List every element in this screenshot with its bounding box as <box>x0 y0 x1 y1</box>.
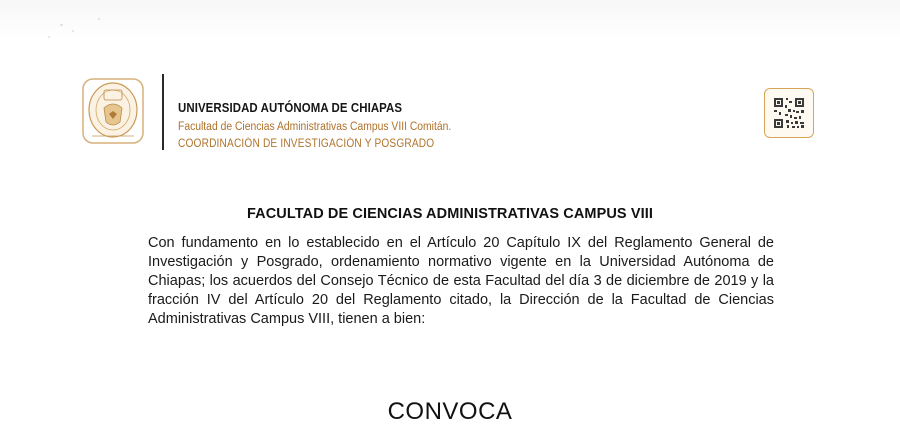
coordination-name: COORDINACIÓN DE INVESTIGACIÓN Y POSGRADO <box>178 138 435 150</box>
convoca-title: CONVOCA <box>387 398 513 425</box>
header-divider <box>162 74 164 150</box>
scan-speck <box>72 30 74 32</box>
scan-speck <box>60 24 63 26</box>
scan-speck <box>98 18 100 20</box>
university-seal-icon <box>82 78 144 144</box>
institution-header <box>178 100 482 150</box>
document-heading: FACULTAD DE CIENCIAS ADMINISTRATIVAS CAMPUS VIII <box>247 206 653 222</box>
faculty-name: Facultad de Ciencias Administrativas Campus VIII Comitán. <box>178 121 452 133</box>
body-paragraph: Con fundamento en lo establecido en el Artículo 20 Capítulo IX del Reglamento General de Investigación y Posgrado, ordenamiento normativo vigente en la Universidad Autónoma de Chiapas; los acuerdos del Consejo Técnico de esta Facultad del día 3 de diciembre de 2019 y la fracción IV del Artículo 20 del Reglamento citado, la Dirección de la Facultad de Ciencias Administrativas Campus VIII, tienen a bien: <box>148 235 774 327</box>
qr-code-icon <box>764 88 814 138</box>
scan-speck <box>48 36 50 38</box>
university-name: UNIVERSIDAD AUTÓNOMA DE CHIAPAS <box>178 100 403 115</box>
